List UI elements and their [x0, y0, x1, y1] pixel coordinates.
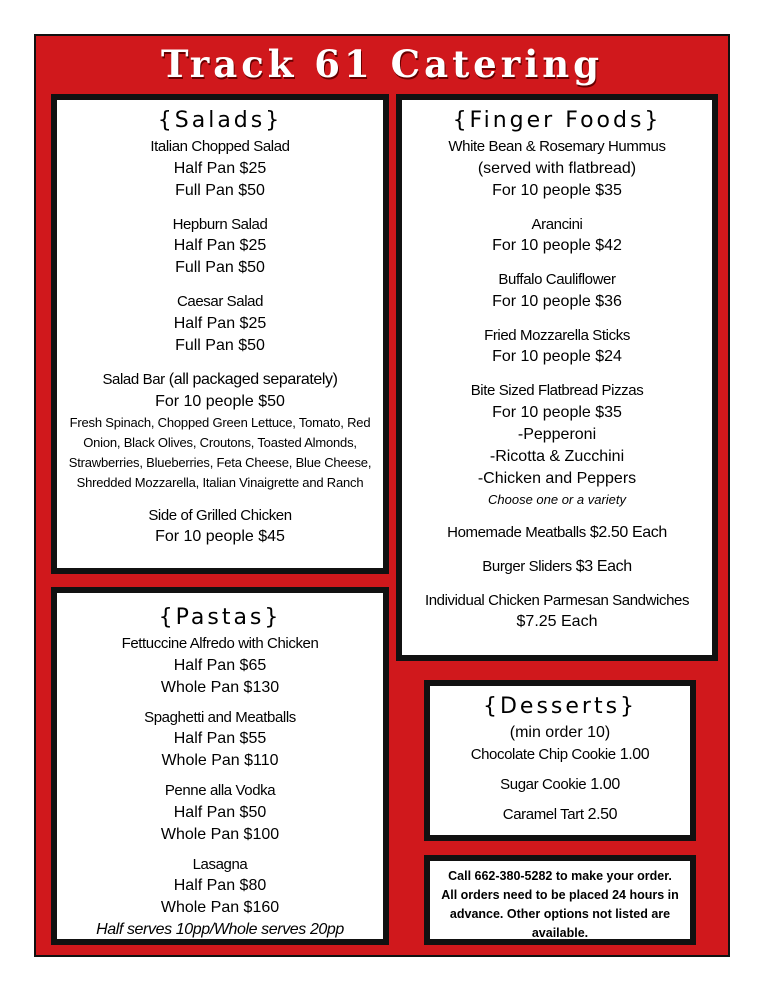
parm-price: $7.25 Each: [516, 613, 598, 630]
buffalo-price: For 10 people $36: [492, 292, 622, 310]
lasagna-name: Lasagna: [192, 855, 248, 873]
sugar-price: 1.00: [586, 776, 620, 793]
penne-half: Half Pan $50: [173, 803, 267, 821]
pizzas-note: Choose one or a variety: [487, 491, 627, 507]
sliders-name: Burger Sliders: [482, 557, 572, 575]
tart-name: Caramel Tart: [502, 806, 584, 823]
arancini-price: For 10 people $42: [492, 237, 622, 254]
pizzas-option-2: -Ricotta & Zucchini: [489, 447, 625, 465]
salad-bar-ingredients: Fresh Spinach, Chopped Green Lettuce, Tomato, Red Onion, Black Olives, Croutons, Toasted Almonds, Strawberries, Blueberries, Feta Cheese, Blue Cheese, Shredded Mozzarella, Italian Vinaigrette and Ranch: [68, 414, 372, 490]
lasagna-half: Half Pan $80: [173, 877, 267, 894]
meatballs-price: $2.50 Each: [585, 523, 667, 541]
pizzas-price: For 10 people $35: [492, 403, 622, 421]
salad-italian-half: Half Pan $25: [173, 159, 267, 177]
hummus-note: (served with flatbread): [477, 159, 637, 177]
finger-foods-heading: {Finger Foods}: [452, 108, 662, 133]
spaghetti-name: Spaghetti and Meatballs: [144, 708, 296, 726]
salad-caesar-full: Full Pan $50: [175, 336, 265, 354]
salads-section: [51, 94, 389, 574]
salad-chicken-name: Side of Grilled Chicken: [148, 506, 292, 524]
salad-italian-name: Italian Chopped Salad: [150, 138, 290, 155]
spaghetti-half: Half Pan $55: [173, 730, 267, 747]
cookie-line: [430, 744, 690, 766]
salad-caesar-name: Caesar Salad: [176, 293, 264, 310]
penne-whole: Whole Pan $100: [160, 825, 280, 843]
tart-price: 2.50: [583, 806, 618, 823]
salad-bar-line: [57, 369, 383, 391]
pastas-heading: {Pastas}: [158, 605, 282, 630]
contact-section: [424, 855, 696, 945]
parm-name: Individual Chicken Parmesan Sandwiches: [424, 591, 690, 609]
pizzas-option-1: -Pepperoni: [517, 425, 597, 443]
sliders-line: [402, 556, 712, 578]
meatballs-name: Homemade Meatballs: [447, 523, 586, 541]
salad-caesar-half: Half Pan $25: [173, 314, 267, 332]
pastas-serves-note: Half serves 10pp/Whole serves 20pp: [96, 921, 344, 938]
sugar-name: Sugar Cookie: [500, 776, 587, 793]
salad-bar-name: Salad Bar: [102, 370, 165, 388]
spaghetti-whole: Whole Pan $110: [161, 752, 279, 769]
alfredo-half: Half Pan $65: [173, 656, 267, 674]
arancini-name: Arancini: [531, 215, 583, 233]
salad-bar-note: (all packaged separately): [164, 370, 338, 388]
desserts-min-order: (min order 10): [509, 724, 611, 741]
salad-hepburn-half: Half Pan $25: [173, 237, 267, 254]
pastas-section: [51, 587, 389, 945]
salad-bar-price: For 10 people $50: [155, 392, 285, 410]
lasagna-whole: Whole Pan $160: [160, 899, 280, 916]
contact-text: Call 662-380-5282 to make your order. All orders need to be placed 24 hours in advance. Other options not listed are available.: [441, 869, 679, 940]
cookie-price: 1.00: [615, 746, 650, 763]
finger-foods-section: [396, 94, 718, 661]
desserts-section: [424, 680, 696, 841]
mozz-name: Fried Mozzarella Sticks: [484, 326, 630, 344]
tart-line: [430, 804, 690, 826]
meatballs-line: [402, 522, 712, 544]
sliders-price: $3 Each: [571, 557, 632, 575]
cookie-name: Chocolate Chip Cookie: [470, 746, 616, 763]
hummus-price: For 10 people $35: [492, 181, 622, 199]
alfredo-name: Fettuccine Alfredo with Chicken: [121, 635, 319, 652]
penne-name: Penne alla Vodka: [164, 782, 276, 799]
hummus-name: White Bean & Rosemary Hummus: [448, 138, 666, 155]
buffalo-name: Buffalo Cauliflower: [498, 271, 616, 288]
salads-heading: {Salads}: [157, 108, 283, 133]
mozz-price: For 10 people $24: [492, 348, 622, 365]
alfredo-whole: Whole Pan $130: [160, 678, 280, 696]
page-title: Track 61 Catering: [160, 42, 604, 86]
salad-hepburn-name: Hepburn Salad: [172, 215, 268, 233]
salad-italian-full: Full Pan $50: [175, 181, 265, 199]
pizzas-option-3: -Chicken and Peppers: [477, 469, 637, 487]
salad-chicken-price: For 10 people $45: [155, 528, 285, 545]
sugar-line: [430, 774, 690, 796]
pizzas-name: Bite Sized Flatbread Pizzas: [470, 382, 644, 399]
salad-hepburn-full: Full Pan $50: [175, 259, 265, 276]
desserts-heading: {Desserts}: [482, 694, 638, 719]
